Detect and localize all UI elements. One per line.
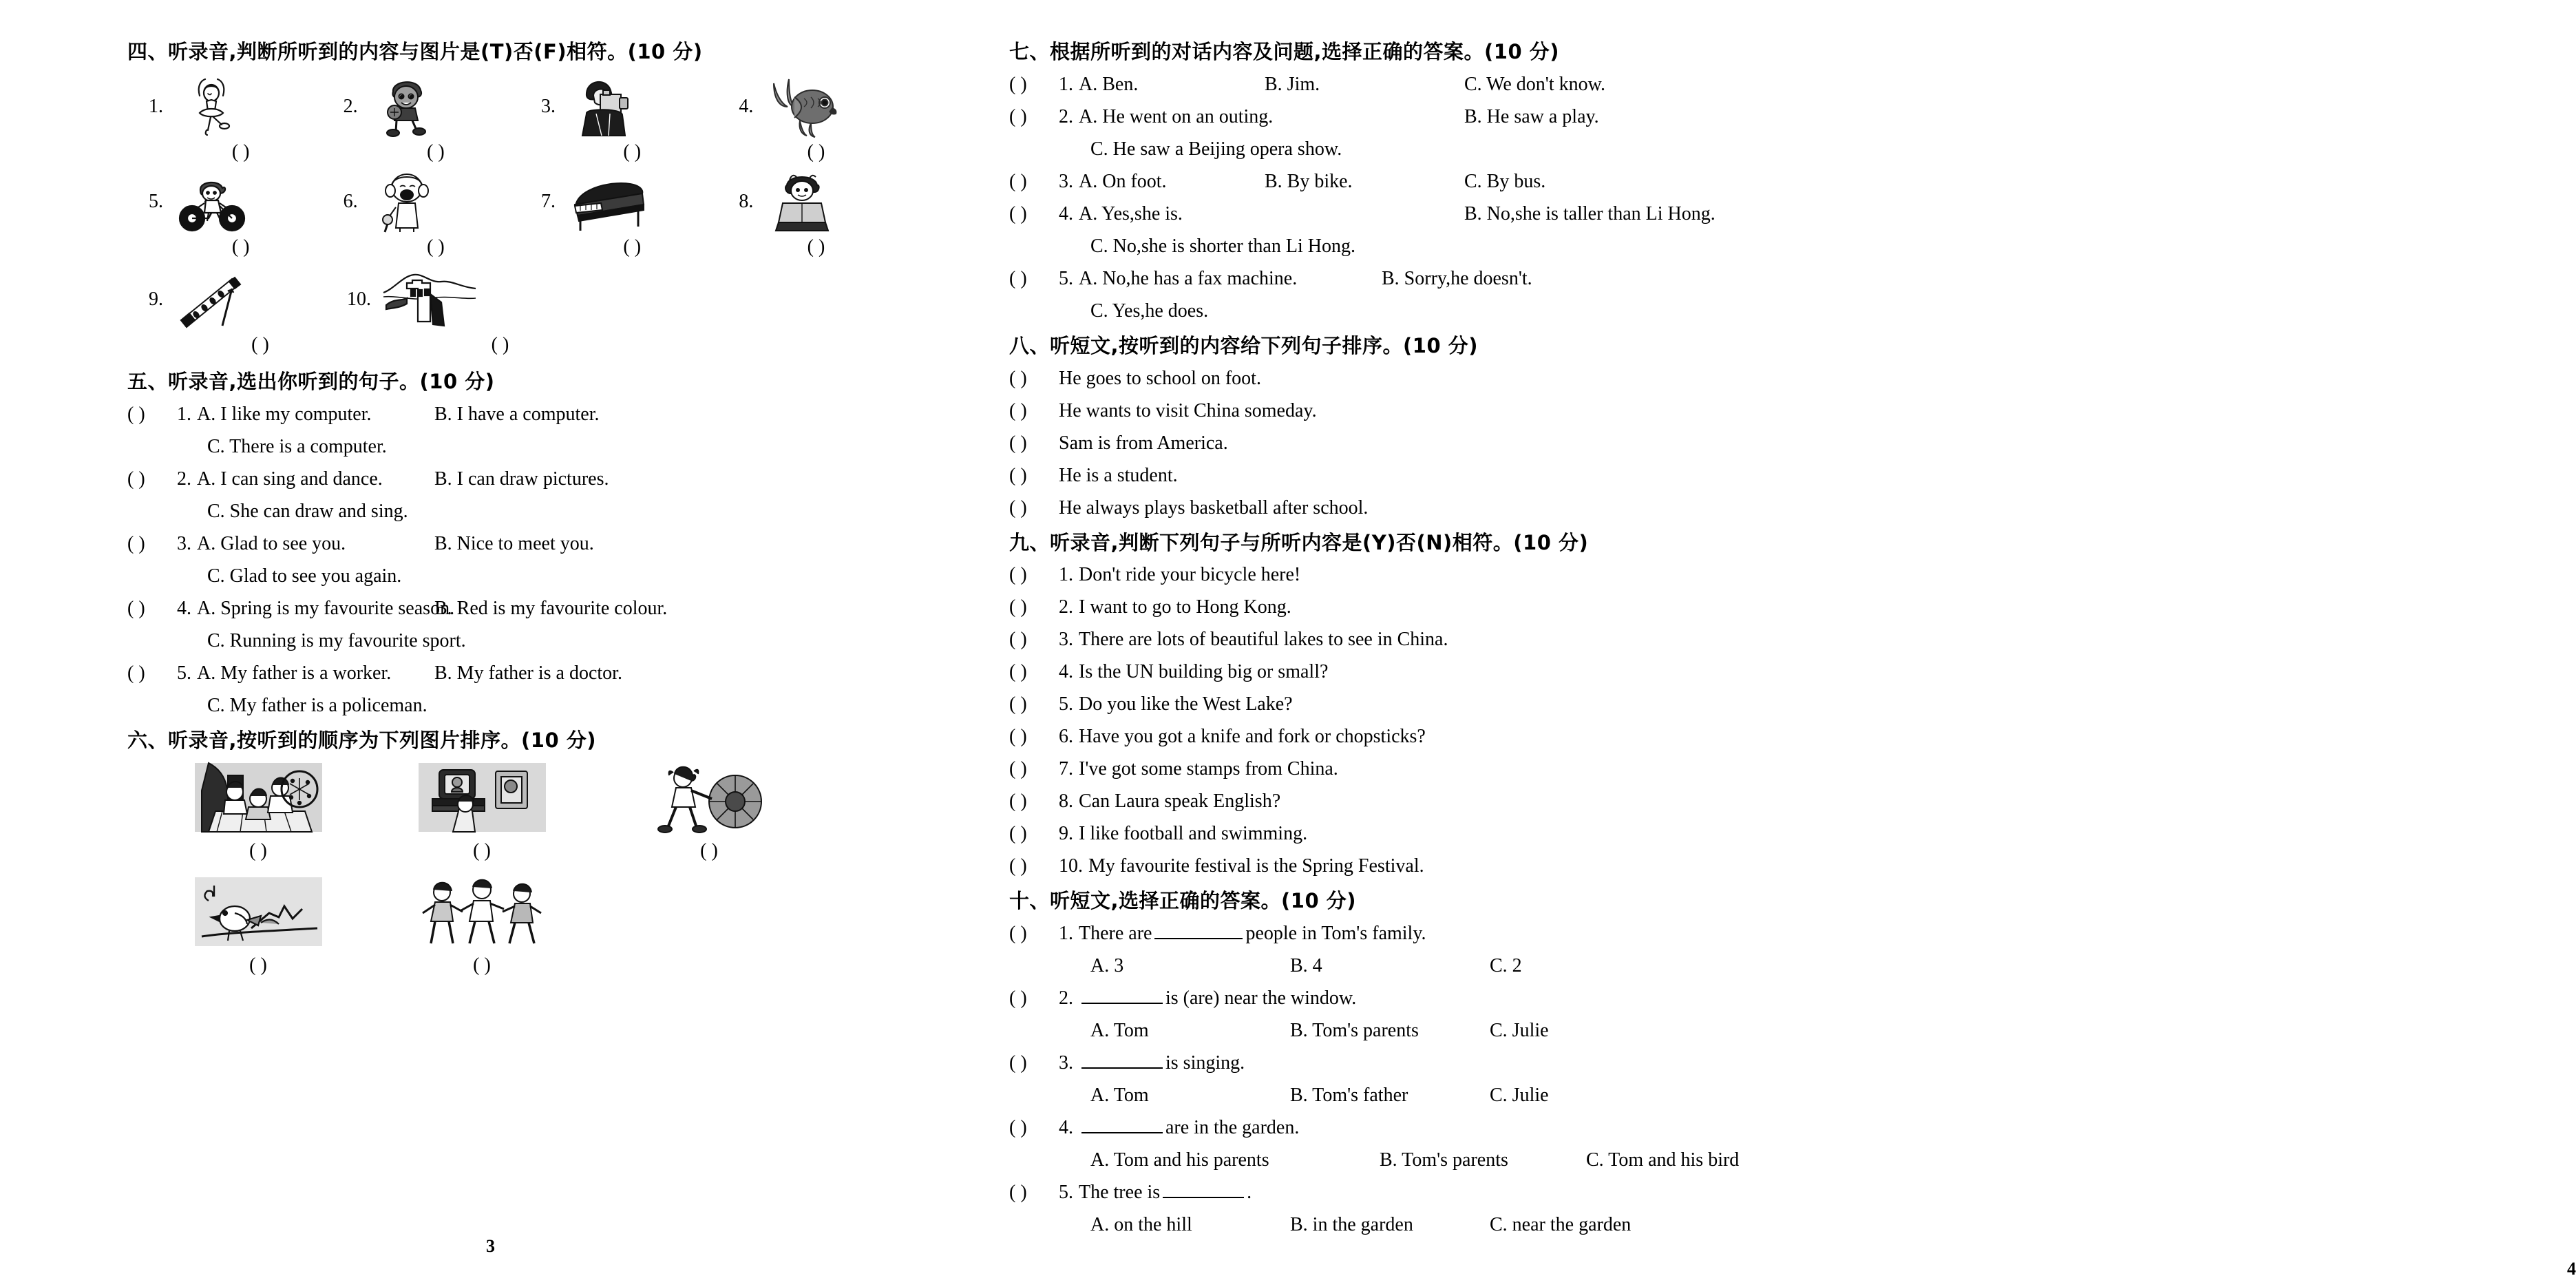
option-c[interactable]: C. She can draw and sing. — [207, 500, 408, 522]
section-5-question-list — [127, 405, 885, 715]
option-row — [1009, 956, 1806, 976]
question-number: 4. — [177, 597, 191, 619]
option-c[interactable]: C. No,she is shorter than Li Hong. — [1090, 235, 1355, 257]
question-row-continued — [1009, 140, 1806, 159]
section-9-question-list — [1009, 565, 1806, 876]
question-row — [1009, 1054, 1806, 1073]
picture-item — [595, 763, 823, 862]
question-row — [127, 405, 885, 424]
picture-number: 5. — [149, 190, 163, 212]
answer-blank[interactable]: ( ) — [807, 140, 825, 163]
answer-blank[interactable]: ( ) — [1009, 564, 1027, 586]
question-row — [1009, 598, 1806, 617]
section-4-answer-row-1 — [127, 141, 885, 163]
question-row — [127, 534, 885, 554]
picture-number: 3. — [540, 95, 556, 117]
picture-number: 6. — [343, 190, 358, 212]
question-row — [1009, 434, 1806, 453]
girl-pushing-ball-icon — [646, 763, 773, 832]
option-b[interactable]: B. He saw a play. — [1464, 105, 1599, 127]
section-10-heading: 十、听短文,选择正确的答案。(10 分) — [1009, 889, 1356, 913]
question-row — [1009, 401, 1806, 421]
picture-item — [368, 763, 595, 862]
answer-blank[interactable]: ( ) — [1009, 791, 1027, 813]
sentence-text: Is the UN building big or small? — [1079, 661, 1329, 683]
answer-blank[interactable]: ( ) — [127, 468, 145, 490]
section-5-heading: 五、听录音,选出你听到的句子。(10 分) — [127, 369, 495, 393]
question-row — [1009, 496, 1806, 519]
question-number: 4. — [1059, 202, 1073, 224]
picture-item — [127, 75, 322, 138]
answer-blank[interactable]: ( ) — [1009, 170, 1027, 192]
stem-suffix: is singing. — [1165, 1052, 1245, 1074]
picture-item — [520, 170, 717, 233]
question-row — [1009, 107, 1806, 127]
family-picnic-under-tree-icon — [195, 763, 322, 832]
answer-blank[interactable]: ( ) — [1009, 987, 1027, 1009]
question-row — [127, 599, 885, 618]
answer-blank[interactable]: ( ) — [1009, 726, 1027, 748]
answer-blank[interactable]: ( ) — [473, 840, 491, 862]
child-riding-bicycle-icon — [170, 170, 253, 233]
answer-blank[interactable]: ( ) — [1009, 1052, 1027, 1074]
question-number: 3. — [1059, 170, 1073, 192]
question-number: 7. — [1059, 758, 1073, 780]
answer-blank[interactable]: ( ) — [1009, 661, 1027, 683]
question-row — [1009, 75, 1806, 94]
question-number: 2. — [1059, 987, 1073, 1009]
section-4-picture-row-1 — [127, 75, 885, 138]
option-row — [1009, 1086, 1806, 1105]
question-row — [1009, 924, 1806, 943]
picture-number: 10. — [347, 288, 371, 310]
answer-blank[interactable]: ( ) — [1009, 693, 1027, 715]
picture-number: 9. — [149, 288, 163, 310]
fill-in-blank[interactable] — [1081, 1118, 1163, 1133]
bird-singing-on-branch-icon — [195, 877, 322, 946]
picture-number: 1. — [149, 95, 163, 117]
answer-blank[interactable]: ( ) — [1009, 105, 1027, 127]
question-row-continued — [1009, 237, 1806, 256]
sentence-text: He wants to visit China someday. — [1059, 399, 1317, 421]
answer-blank[interactable]: ( ) — [249, 840, 267, 862]
section-4-heading: 四、听录音,判断所听到的内容与图片是(T)否(F)相符。(10 分) — [127, 40, 703, 63]
question-number: 4. — [1059, 661, 1073, 683]
answer-blank[interactable]: ( ) — [1009, 629, 1027, 651]
question-row — [1009, 857, 1806, 876]
option-b[interactable]: B. Jim. — [1265, 73, 1320, 95]
answer-blank[interactable]: ( ) — [127, 532, 145, 554]
sentence-text: Do you like the West Lake? — [1079, 693, 1293, 715]
question-row-continued — [127, 437, 885, 457]
answer-blank[interactable]: ( ) — [1009, 202, 1027, 224]
option-c[interactable]: C. Julie — [1490, 1085, 1549, 1107]
person-with-camera-icon — [562, 75, 645, 138]
stem-suffix: is (are) near the window. — [1165, 987, 1357, 1009]
picture-item — [127, 170, 322, 233]
picture-item — [368, 877, 595, 976]
question-row — [127, 470, 885, 489]
fill-in-blank[interactable] — [1081, 989, 1163, 1004]
question-number: 8. — [1059, 791, 1073, 813]
sentence-text: He always plays basketball after school. — [1059, 496, 1369, 519]
answer-blank[interactable]: ( ) — [231, 140, 250, 163]
child-watching-television-icon — [419, 763, 546, 832]
right-column — [927, 0, 2576, 1287]
answer-blank[interactable]: ( ) — [1009, 464, 1027, 486]
answer-blank[interactable]: ( ) — [1009, 758, 1027, 780]
picture-item — [717, 75, 885, 138]
section-6-heading: 六、听录音,按听到的顺序为下列图片排序。(10 分) — [127, 728, 596, 752]
option-a[interactable]: A. Ben. — [1079, 73, 1139, 95]
option-a[interactable]: A. Glad to see you. — [197, 532, 346, 554]
question-row — [1009, 727, 1806, 746]
answer-blank[interactable]: ( ) — [1009, 432, 1027, 454]
question-number: 1. — [177, 403, 191, 425]
answer-blank[interactable]: ( ) — [427, 140, 445, 163]
picture-number: 2. — [343, 95, 358, 117]
option-a[interactable]: A. He went on an outing. — [1079, 105, 1274, 127]
answer-blank[interactable]: ( ) — [1009, 1117, 1027, 1139]
option-b[interactable]: B. No,she is taller than Li Hong. — [1464, 202, 1715, 224]
option-b[interactable]: B. in the garden — [1290, 1214, 1413, 1236]
option-a[interactable]: A. I like my computer. — [197, 403, 372, 425]
question-number: 5. — [1059, 693, 1073, 715]
question-row — [1009, 760, 1806, 779]
option-c[interactable]: C. We don't know. — [1464, 73, 1606, 95]
sentence-text: Can Laura speak English? — [1079, 791, 1281, 813]
page-number-right: 4 — [2567, 1259, 2576, 1279]
question-number: 2. — [1059, 596, 1073, 618]
option-a[interactable]: A. My father is a worker. — [197, 662, 392, 684]
option-a[interactable]: A. No,he has a fax machine. — [1079, 267, 1298, 289]
answer-blank[interactable]: ( ) — [623, 236, 642, 258]
picture-number: 4. — [739, 95, 754, 117]
section-4-answer-row-2 — [127, 236, 885, 258]
picture-number: 8. — [739, 190, 754, 212]
fill-in-blank[interactable] — [1154, 924, 1243, 939]
answer-blank[interactable]: ( ) — [127, 403, 145, 425]
sentence-text: He goes to school on foot. — [1059, 367, 1261, 389]
section-8-heading: 八、听短文,按听到的内容给下列句子排序。(10 分) — [1009, 333, 1478, 357]
question-number: 9. — [1059, 823, 1073, 845]
option-c[interactable]: C. Tom and his bird — [1586, 1149, 1740, 1171]
option-c[interactable]: C. Julie — [1490, 1020, 1549, 1042]
option-row — [1009, 1021, 1806, 1040]
picture-item — [148, 763, 368, 862]
question-number: 1. — [1059, 73, 1073, 95]
question-number: 4. — [1059, 1117, 1073, 1139]
option-b[interactable]: B. Tom's parents — [1380, 1149, 1508, 1171]
question-number: 5. — [1059, 1182, 1073, 1204]
question-number: 3. — [177, 532, 191, 554]
option-row — [1009, 1215, 1806, 1235]
sentence-text: Have you got a knife and fork or chopsticks? — [1079, 726, 1426, 748]
answer-blank[interactable]: ( ) — [1009, 823, 1027, 845]
girl-singing-microphone-icon — [365, 170, 447, 233]
answer-blank[interactable]: ( ) — [127, 597, 145, 619]
question-row-continued — [127, 567, 885, 586]
question-number: 6. — [1059, 726, 1073, 748]
sentence-text: He is a student. — [1059, 464, 1178, 486]
stem-suffix: . — [1247, 1182, 1252, 1204]
answer-blank[interactable]: ( ) — [1009, 367, 1027, 389]
question-row — [127, 664, 885, 683]
stem-suffix: are in the garden. — [1165, 1117, 1300, 1139]
answer-blank[interactable]: ( ) — [1009, 923, 1027, 945]
section-6-picture-row-1 — [127, 763, 885, 862]
ballerina-dancing-icon — [170, 75, 253, 138]
picture-item — [127, 268, 327, 331]
option-c[interactable]: C. Glad to see you again. — [207, 565, 402, 587]
answer-blank[interactable]: ( ) — [231, 236, 250, 258]
option-b[interactable]: B. Tom's parents — [1290, 1020, 1419, 1042]
option-b[interactable]: B. Tom's father — [1290, 1085, 1408, 1107]
question-row — [1009, 662, 1806, 682]
answer-blank[interactable]: ( ) — [1009, 73, 1027, 95]
question-row — [1009, 172, 1806, 191]
question-row-continued — [127, 502, 885, 521]
sentence-text: There are lots of beautiful lakes to see in China. — [1079, 629, 1448, 651]
picture-item — [148, 877, 368, 976]
answer-blank[interactable]: ( ) — [1009, 1182, 1027, 1204]
sentence-text: My favourite festival is the Spring Festival. — [1088, 855, 1424, 877]
question-row — [1009, 269, 1806, 289]
page-number-left: 3 — [486, 1236, 495, 1256]
option-a[interactable]: A. I can sing and dance. — [197, 468, 383, 490]
option-c[interactable]: C. There is a computer. — [207, 435, 387, 457]
question-number: 1. — [1059, 564, 1073, 586]
stem-suffix: people in Tom's family. — [1245, 923, 1426, 945]
boy-with-basketball-icon — [365, 75, 447, 138]
girl-reading-book-icon — [760, 170, 843, 233]
option-b[interactable]: B. Red is my favourite colour. — [434, 597, 668, 619]
answer-blank[interactable]: ( ) — [491, 333, 509, 355]
option-c[interactable]: C. He saw a Beijing opera show. — [1090, 138, 1342, 160]
option-b[interactable]: B. By bike. — [1265, 170, 1353, 192]
answer-blank[interactable]: ( ) — [427, 236, 445, 258]
great-wall-icon — [378, 268, 481, 331]
question-row — [1009, 565, 1806, 585]
option-a[interactable]: A. on the hill — [1090, 1214, 1192, 1236]
question-number: 5. — [1059, 267, 1073, 289]
stem-prefix: There are — [1079, 923, 1152, 945]
picture-item — [322, 170, 520, 233]
option-a[interactable]: A. Yes,she is. — [1079, 202, 1183, 224]
option-b[interactable]: B. 4 — [1290, 955, 1322, 977]
option-row — [1009, 1151, 1806, 1170]
section-4-picture-row-2 — [127, 170, 885, 233]
fill-in-blank[interactable] — [1163, 1183, 1244, 1198]
option-c[interactable]: C. Yes,he does. — [1090, 300, 1209, 322]
answer-blank[interactable]: ( ) — [249, 954, 267, 976]
option-b[interactable]: B. I can draw pictures. — [434, 468, 609, 490]
option-c[interactable]: C. My father is a policeman. — [207, 694, 427, 716]
answer-blank[interactable]: ( ) — [623, 140, 642, 163]
question-number: 3. — [1059, 1052, 1073, 1074]
section-8-question-list — [1009, 369, 1806, 518]
question-number: 2. — [177, 468, 191, 490]
picture-item — [322, 75, 520, 138]
sentence-text: Sam is from America. — [1059, 432, 1228, 454]
option-c[interactable]: C. 2 — [1490, 955, 1522, 977]
grand-piano-icon — [562, 170, 645, 233]
question-number: 5. — [177, 662, 191, 684]
option-a[interactable]: A. Spring is my favourite season. — [197, 597, 455, 619]
answer-blank[interactable]: ( ) — [1009, 496, 1027, 519]
section-7-question-list — [1009, 75, 1806, 321]
question-number: 1. — [1059, 923, 1073, 945]
picture-number: 7. — [540, 190, 556, 212]
option-b[interactable]: B. Sorry,he doesn't. — [1382, 267, 1532, 289]
answer-blank[interactable]: ( ) — [807, 236, 825, 258]
bamboo-flute-icon — [170, 268, 253, 331]
sentence-text: Don't ride your bicycle here! — [1079, 564, 1301, 586]
question-row — [1009, 824, 1806, 844]
answer-blank[interactable]: ( ) — [1009, 399, 1027, 421]
section-6-picture-row-2 — [127, 877, 885, 976]
option-a[interactable]: A. 3 — [1090, 955, 1124, 977]
question-row — [1009, 202, 1806, 224]
question-number: 10. — [1059, 855, 1083, 877]
answer-blank[interactable]: ( ) — [700, 840, 718, 862]
section-4-picture-row-3 — [127, 268, 885, 331]
question-row — [1009, 989, 1806, 1008]
section-9-heading: 九、听录音,判断下列句子与所听内容是(Y)否(N)相符。(10 分) — [1009, 530, 1589, 554]
option-c[interactable]: C. near the garden — [1490, 1214, 1632, 1236]
question-row — [1009, 1118, 1806, 1138]
goldfish-icon — [760, 75, 843, 138]
stem-prefix: The tree is — [1079, 1182, 1161, 1204]
option-c[interactable]: C. Running is my favourite sport. — [207, 629, 466, 651]
option-a[interactable]: A. Tom and his parents — [1090, 1149, 1269, 1171]
sentence-text: I've got some stamps from China. — [1079, 758, 1338, 780]
option-a[interactable]: A. On foot. — [1079, 170, 1167, 192]
option-a[interactable]: A. Tom — [1090, 1085, 1149, 1107]
option-a[interactable]: A. Tom — [1090, 1020, 1149, 1042]
section-4-answer-row-3 — [127, 334, 885, 356]
answer-blank[interactable]: ( ) — [251, 333, 269, 355]
option-c[interactable]: C. By bus. — [1464, 170, 1546, 192]
question-row — [1009, 792, 1806, 811]
answer-blank[interactable]: ( ) — [1009, 596, 1027, 618]
sentence-text: I want to go to Hong Kong. — [1079, 596, 1291, 618]
question-row-continued — [1009, 302, 1806, 321]
option-b[interactable]: B. Nice to meet you. — [434, 532, 594, 554]
question-row — [1009, 630, 1806, 649]
option-b[interactable]: B. I have a computer. — [434, 403, 600, 425]
fill-in-blank[interactable] — [1081, 1054, 1163, 1069]
picture-item — [327, 268, 530, 331]
answer-blank[interactable]: ( ) — [473, 954, 491, 976]
answer-blank[interactable]: ( ) — [1009, 267, 1027, 289]
question-number: 2. — [1059, 105, 1073, 127]
question-row-continued — [127, 696, 885, 715]
picture-item — [520, 75, 717, 138]
question-number: 3. — [1059, 629, 1073, 651]
question-row — [1009, 466, 1806, 485]
children-playing-together-icon — [419, 877, 546, 946]
left-column — [0, 0, 927, 1287]
option-b[interactable]: B. My father is a doctor. — [434, 662, 622, 684]
question-row — [1009, 1183, 1806, 1202]
question-row — [1009, 369, 1806, 388]
section-7-heading: 七、根据所听到的对话内容及问题,选择正确的答案。(10 分) — [1009, 40, 1559, 63]
question-row-continued — [127, 631, 885, 651]
sentence-text: I like football and swimming. — [1079, 823, 1308, 845]
section-10-question-list — [1009, 924, 1806, 1235]
question-row — [1009, 695, 1806, 714]
answer-blank[interactable]: ( ) — [127, 662, 145, 684]
answer-blank[interactable]: ( ) — [1009, 855, 1027, 877]
picture-item — [717, 170, 885, 233]
